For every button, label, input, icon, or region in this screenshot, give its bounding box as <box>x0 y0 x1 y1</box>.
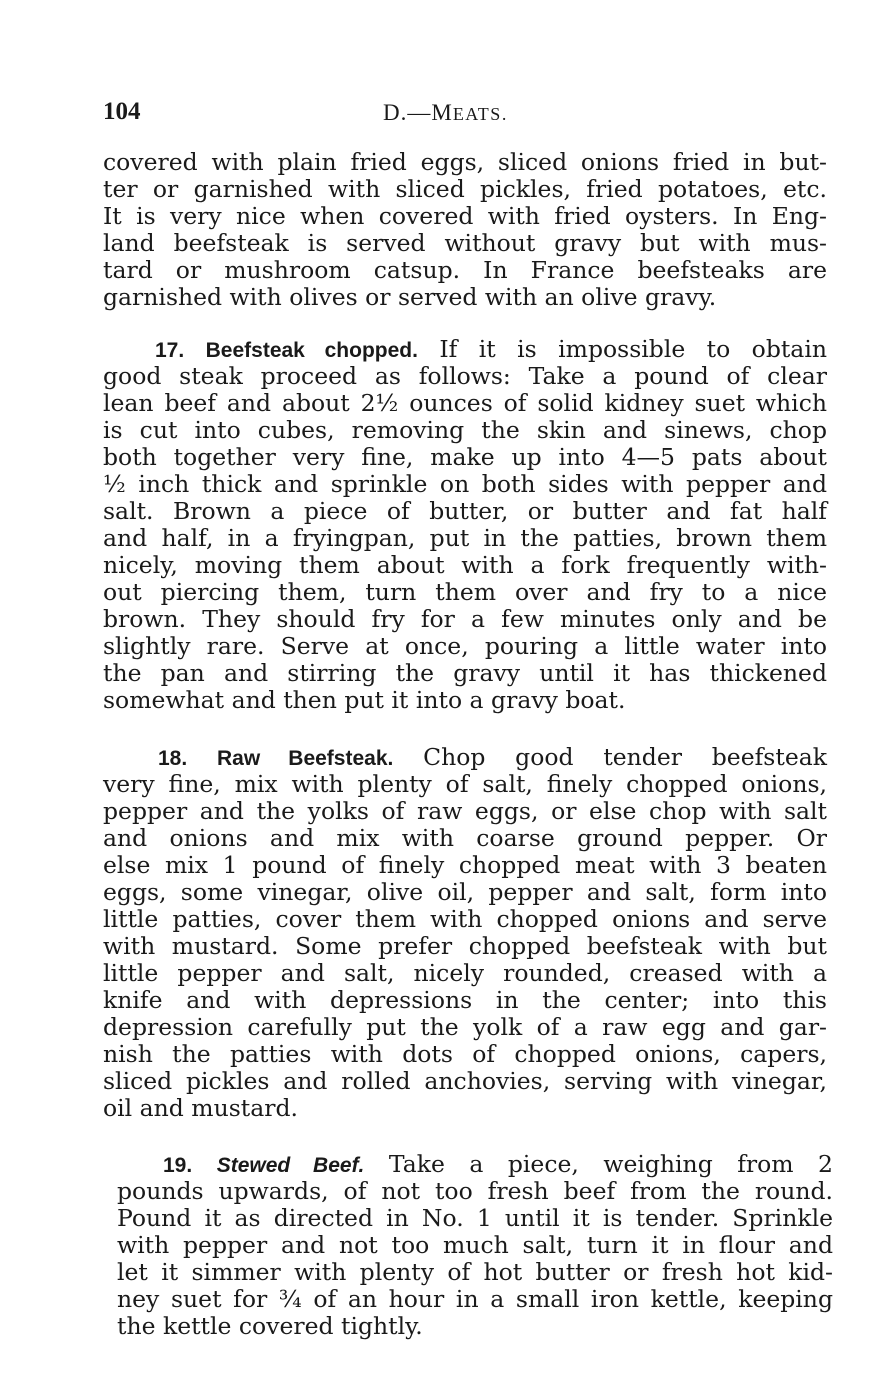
recipe-number: 18. <box>158 747 188 770</box>
text-line: sliced pickles and rolled anchovies, serving with vinegar, <box>103 1067 827 1095</box>
text-line: salt. Brown a piece of butter, or butter and fat half <box>103 497 827 525</box>
running-head <box>383 100 508 126</box>
recipe-title: Raw Beefsteak. <box>216 747 394 770</box>
text-line: garnished with olives or served with an olive gravy. <box>103 283 717 311</box>
recipe-19 <box>117 1151 833 1340</box>
text-line: lean beef and about 2½ ounces of solid kidney suet which <box>103 389 827 417</box>
text-line: is cut into cubes, removing the skin and sinews, chop <box>103 416 827 444</box>
text-line: out piercing them, turn them over and fry to a nice <box>103 578 827 606</box>
page-number: 104 <box>103 98 141 125</box>
text-line: little pepper and salt, nicely rounded, creased with a <box>103 959 827 987</box>
text-line: pepper and the yolks of raw eggs, or else chop with salt <box>103 797 827 825</box>
text-line: oil and mustard. <box>103 1094 298 1122</box>
text-line: else mix 1 pound of finely chopped meat with 3 beaten <box>103 851 827 879</box>
recipe-17 <box>103 336 827 714</box>
text-line: somewhat and then put it into a gravy boat. <box>103 686 626 714</box>
text-line: brown. They should fry for a few minutes only and be <box>103 605 827 633</box>
text-line: with pepper and not too much salt, turn it in flour and <box>117 1231 833 1259</box>
recipe-first-line <box>103 744 827 771</box>
text-line: It is very nice when covered with fried oysters. In Eng- <box>103 202 827 230</box>
text-line: nish the patties with dots of chopped onions, capers, <box>103 1040 827 1068</box>
text-line: ter or garnished with sliced pickles, fried potatoes, etc. <box>103 175 827 203</box>
recipe-number: 19. <box>163 1154 193 1177</box>
recipe-first-line <box>103 336 827 363</box>
text-line: and half, in a fryingpan, put in the patties, brown them <box>103 524 827 552</box>
text-line: Pound it as directed in No. 1 until it is tender. Sprinkle <box>117 1204 833 1232</box>
text-line: little patties, cover them with chopped onions and serve <box>103 905 827 933</box>
page-header <box>103 98 823 130</box>
text-line: knife and with depressions in the center; into this <box>103 986 827 1014</box>
text-line: nicely, moving them about with a fork frequently with- <box>103 551 827 579</box>
recipe-first-line-text: If it is impossible to obtain <box>439 335 827 363</box>
recipe-title: Stewed Beef. <box>216 1154 365 1177</box>
text-line: land beefsteak is served without gravy but with mus- <box>103 229 827 257</box>
text-line: eggs, some vinegar, olive oil, pepper and salt, form into <box>103 878 827 906</box>
text-line: both together very fine, make up into 4—5 pats about <box>103 443 827 471</box>
text-line: covered with plain fried eggs, sliced onions fried in but- <box>103 148 827 176</box>
intro-paragraph <box>103 149 827 311</box>
text-line: with mustard. Some prefer chopped beefsteak with but <box>103 932 827 960</box>
running-head-prefix: D.—M <box>383 100 453 125</box>
text-line: ney suet for ¾ of an hour in a small iron kettle, keeping <box>117 1285 833 1313</box>
recipe-first-line <box>117 1151 833 1178</box>
text-line: and onions and mix with coarse ground pepper. Or <box>103 824 827 852</box>
recipe-title: Beefsteak chopped. <box>205 339 418 362</box>
text-line: depression carefully put the yolk of a raw egg and gar- <box>103 1013 827 1041</box>
recipe-number: 17. <box>155 339 185 362</box>
text-line: the kettle covered tightly. <box>117 1312 423 1340</box>
text-line: tard or mushroom catsup. In France beefsteaks are <box>103 256 827 284</box>
text-line: the pan and stirring the gravy until it has thickened <box>103 659 827 687</box>
text-line: very fine, mix with plenty of salt, finely chopped onions, <box>103 770 827 798</box>
recipe-first-line-text: Chop good tender beefsteak <box>423 743 827 771</box>
text-line: slightly rare. Serve at once, pouring a little water into <box>103 632 827 660</box>
recipe-18 <box>103 744 827 1122</box>
text-line: ½ inch thick and sprinkle on both sides with pepper and <box>103 470 827 498</box>
recipe-first-line-text: Take a piece, weighing from 2 <box>388 1150 833 1178</box>
running-head-small-caps: EATS. <box>452 104 508 124</box>
text-line: let it simmer with plenty of hot butter or fresh hot kid- <box>117 1258 833 1286</box>
text-line: good steak proceed as follows: Take a pound of clear <box>103 362 827 390</box>
text-line: pounds upwards, of not too fresh beef from the round. <box>117 1177 833 1205</box>
